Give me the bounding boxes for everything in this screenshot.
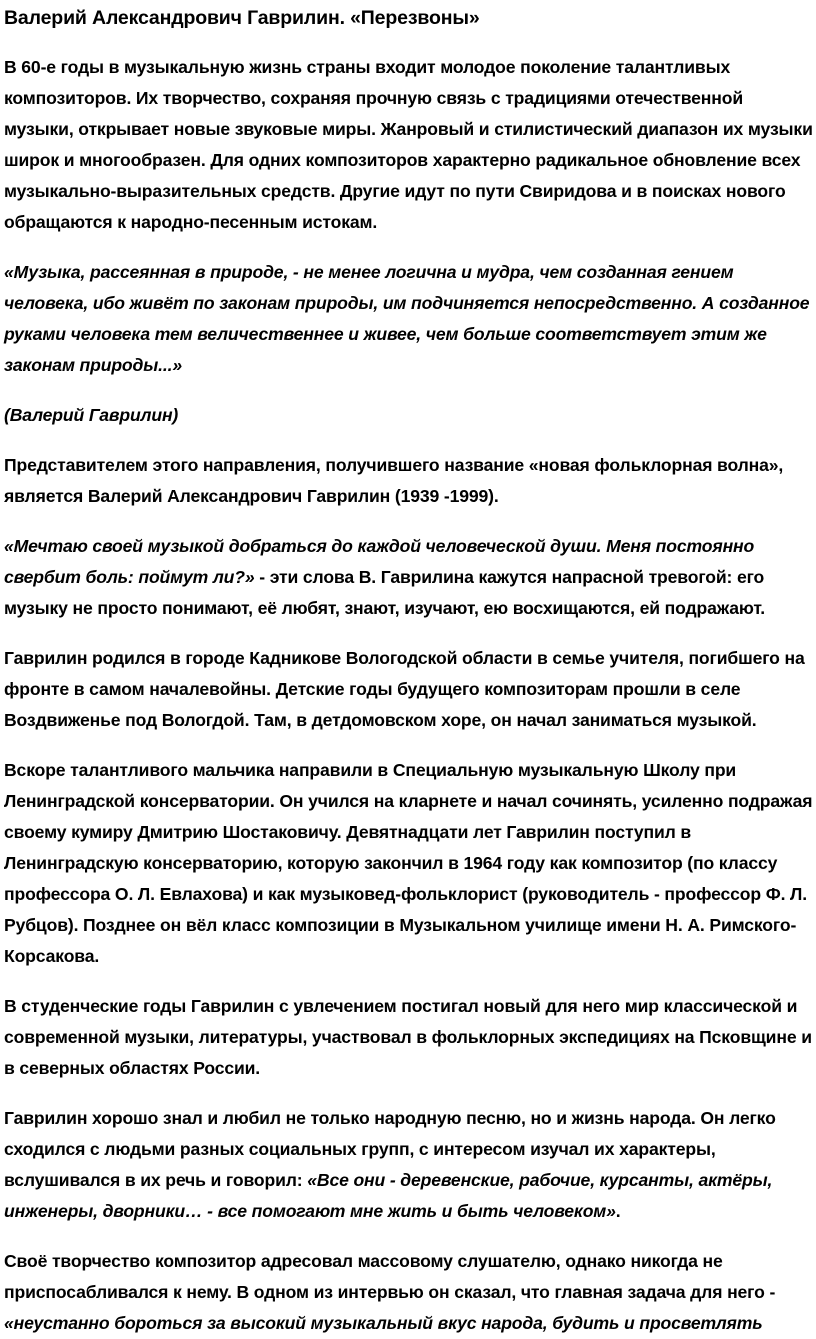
paragraph-intro [4,52,814,238]
attribution-text: (Валерий Гаврилин) [4,405,179,425]
paragraph-representative [4,450,814,512]
paragraph-people [4,1103,814,1227]
paragraph-text: - эти слова В. Гаврилина кажутся напрасной тревогой: его музыку не просто понимают, её любят, знают, изучают, ею восхищаются, ей подражают. [4,567,766,618]
paragraph-text: Гаврилин родился в городе Кадникове Вологодской области в семье учителя, погибшего на фронте в самом началевойны. Детские годы будущего композиторам прошли в селе Воздвиженье под Вологдой. Там, в детдомовском хоре, он начал заниматься музыкой. [4,648,805,730]
paragraph-text: Гаврилин хорошо знал и любил не только народную песню, но и жизнь народа. Он легко сходился с людьми разных социальных групп, с интересом изучал их характеры, вслушивался в их речь и говорил: [4,1108,776,1190]
paragraph-childhood [4,643,814,736]
paragraph-text: Своё творчество композитор адресовал массовому слушателю, однако никогда не приспосабливался к нему. В одном из интервью он сказал, что главная задача для него - [4,1251,776,1302]
paragraph-quote-attribution [4,400,814,431]
paragraph-student-years [4,991,814,1084]
quote-text: «Мечтаю своей музыкой добраться до каждой человеческой души. Меня постоянно свербит боль: поймут ли?» [4,536,755,587]
document-title: Валерий Александрович Гаврилин. «Перезвоны» [4,7,480,29]
quote-text: «Музыка, рассеянная в природе, - не менее логична и мудра, чем созданная гением человека, ибо живёт по законам природы, им подчиняется непосредственно. А созданное руками человека тем величественнее и живее, чем больше соответствует этим же законам природы...» [4,262,810,375]
paragraph-text: . [615,1201,621,1221]
paragraph-quote [4,257,814,381]
paragraph-text: Вскоре талантливого мальчика направили в Специальную музыкальную Школу при Ленинградской консерватории. Он учился на кларнете и начал сочинять, усиленно подражая своему кумиру Дмитрию Шостаковичу. Девятнадцати лет Гаврилин поступил в Ленинградскую консерваторию, которую закончил в 1964 году как композитор (по классу профессора О. Л. Евлахова) и как музыковед-фольклорист (руководитель - профессор Ф. Л. Рубцов). Позднее он вёл класс композиции в Музыкальном училище имени Н. А. Римского-Корсакова. [4,760,813,966]
paragraph-text: В студенческие годы Гаврилин с увлечением постигал новый для него мир классической и современной музыки, литературы, участвовал в фольклорных экспедициях на Псковщине и в северных областях России. [4,996,812,1078]
paragraph-text: Представителем этого направления, получившего название «новая фольклорная волна», является Валерий Александрович Гаврилин (1939 -1999). [4,455,784,506]
paragraph-dream-quote [4,531,814,624]
paragraph-audience [4,1246,814,1339]
quote-text: «неустанно бороться за высокий музыкальный вкус народа, будить и просветлять [4,1313,763,1333]
paragraph-education [4,755,814,972]
quote-text: «Все они - деревенские, рабочие, курсанты, актёры, инженеры, дворники… - все помогают мне жить и быть человеком» [4,1170,773,1221]
paragraph-text: В 60-е годы в музыкальную жизнь страны входит молодое поколение талантливых композиторов. Их творчество, сохраняя прочную связь с традициями отечественной музыки, открывает новые звуковые миры. Жанровый и стилистический диапазон их музыки широк и многообразен. Для одних композиторов характерно радикальное обновление всех музыкально-выразительных средств. Другие идут по пути Свиридова и в поисках нового обращаются к народно-песенным истокам. [4,57,813,232]
